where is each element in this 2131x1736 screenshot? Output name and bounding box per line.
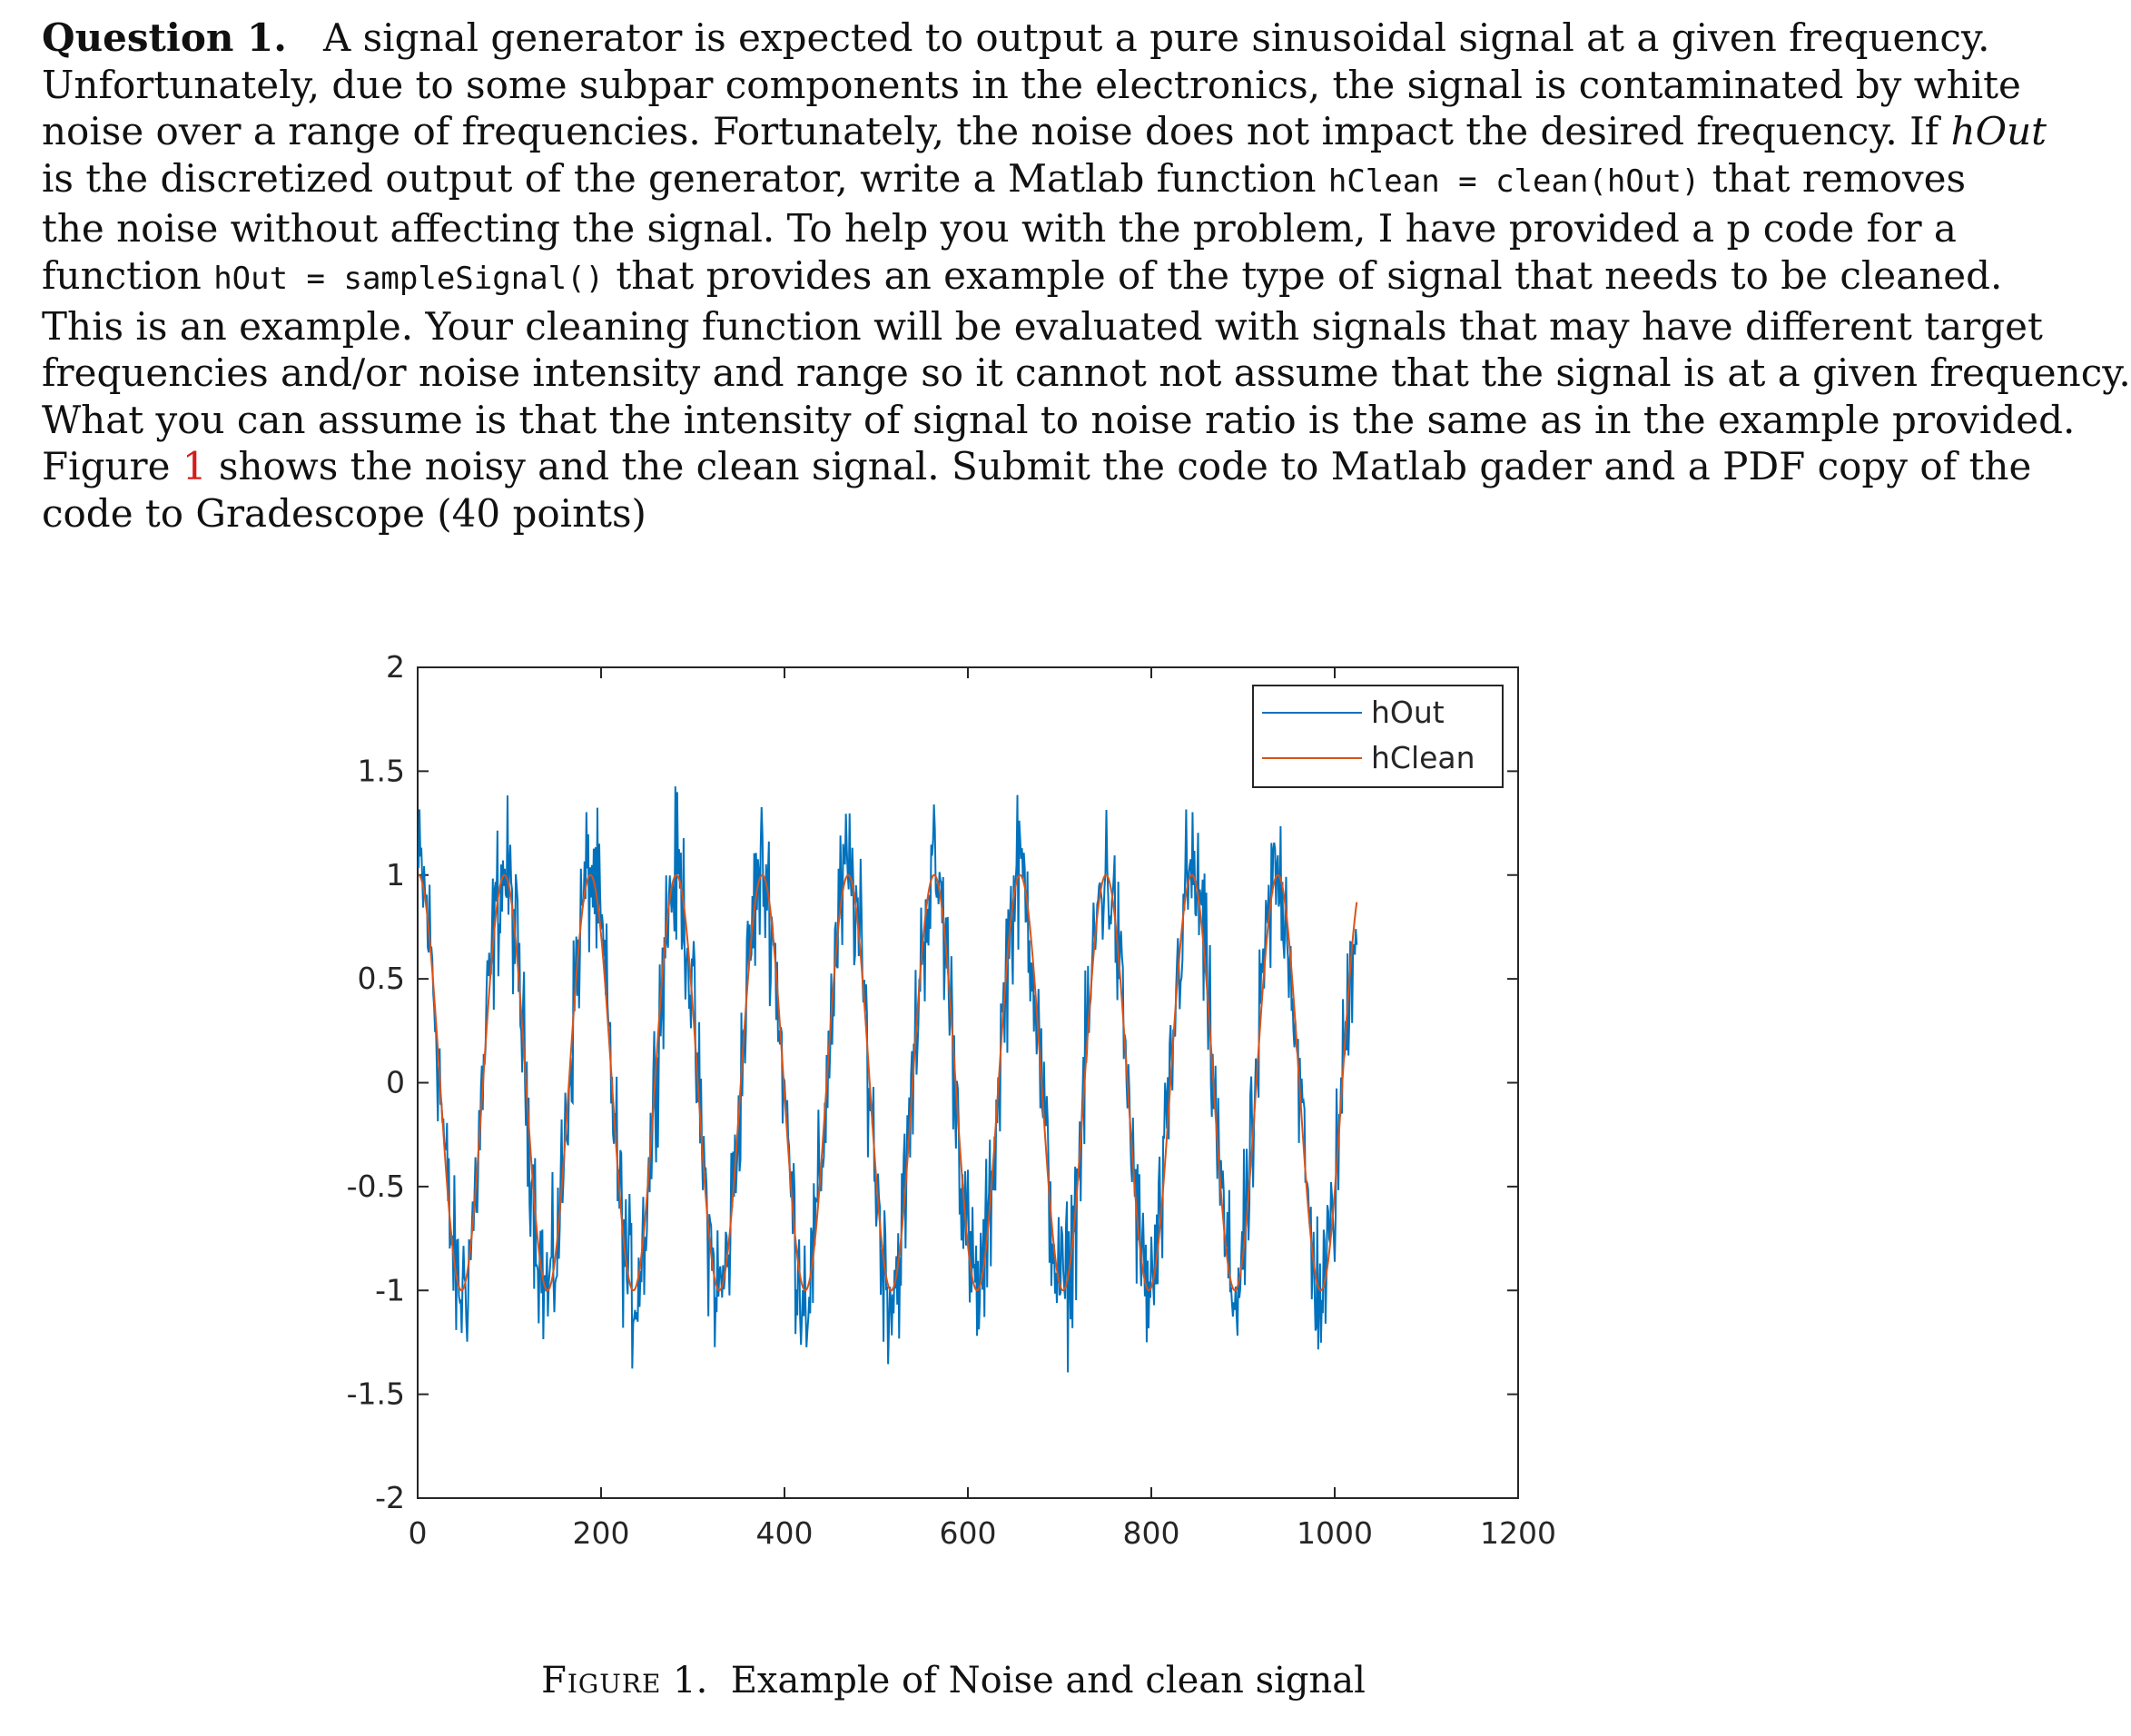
code-sample-signature: hOut = sampleSignal() [213, 260, 605, 297]
question-line-10a: Figure [42, 444, 171, 489]
series-lines [419, 786, 1357, 1372]
code-clean-signature: hClean = clean(hOut) [1327, 163, 1701, 200]
question-line-7: This is an example. Your cleaning function will be evaluated with signals that may have different target [42, 303, 2043, 349]
figure-reference-link[interactable]: 1 [182, 444, 207, 489]
question-line-3: noise over a range of frequencies. Fortunately, the noise does not impact the desired frequency. If [42, 109, 1939, 154]
legend-label-hout: hOut [1371, 695, 1445, 730]
question-line-9: What you can assume is that the intensity of signal to noise ratio is the same as in the example provided. [42, 397, 2076, 442]
x-tick-label: 200 [572, 1515, 630, 1551]
legend-label-hclean: hClean [1371, 740, 1475, 775]
y-tick-label: 0.5 [357, 961, 405, 997]
x-tick-label: 1000 [1297, 1515, 1373, 1551]
y-tick-label: -1 [375, 1272, 405, 1308]
plot-axes [418, 667, 1518, 1498]
question-text [42, 15, 2131, 538]
question-line-8: frequencies and/or noise intensity and range so it cannot not assume that the signal is at a given frequency. [42, 350, 2131, 396]
caption-number: 1. [673, 1660, 708, 1701]
y-tick-label: -0.5 [346, 1168, 405, 1204]
signal-chart [327, 645, 1598, 1607]
question-line-6b: that provides an example of the type of signal that needs to be cleaned. [616, 252, 2003, 298]
y-tick-label: 2 [386, 649, 405, 685]
question-line-11: code to Gradescope (40 points) [42, 490, 646, 536]
question-heading: Question 1. [42, 15, 287, 60]
question-line-4a: is the discretized output of the generator, write a Matlab function [42, 155, 1317, 201]
tick-marks [418, 667, 1518, 1498]
y-tick-label: -2 [375, 1480, 405, 1515]
question-line-10b: shows the noisy and the clean signal. Submit the code to Matlab gader and a PDF copy of the [218, 444, 2032, 489]
question-line-5: the noise without affecting the signal. To help you with the problem, I have provided a p code for a [42, 206, 1957, 252]
figure-caption [0, 1660, 1907, 1701]
x-tick-label: 1200 [1480, 1515, 1556, 1551]
x-tick-label: 600 [939, 1515, 997, 1551]
variable-hout: hOut [1950, 109, 2047, 154]
question-line-1: A signal generator is expected to output a pure sinusoidal signal at a given frequency. [322, 15, 1990, 60]
question-line-2: Unfortunately, due to some subpar components in the electronics, the signal is contaminated by white [42, 62, 2021, 107]
y-tick-label: 1.5 [357, 753, 405, 789]
y-tick-label: 1 [386, 856, 405, 893]
caption-text: Example of Noise and clean signal [730, 1660, 1366, 1701]
question-line-6a: function [42, 252, 202, 298]
x-tick-label: 0 [408, 1515, 428, 1551]
y-tick-label: -1.5 [346, 1376, 405, 1412]
question-line-4b: that removes [1712, 155, 1967, 201]
caption-label: Figure [541, 1660, 662, 1701]
legend [1253, 686, 1503, 787]
x-tick-label: 400 [755, 1515, 814, 1551]
y-tick-label: 0 [386, 1064, 405, 1100]
plot-frame [418, 667, 1518, 1498]
x-tick-label: 800 [1122, 1515, 1180, 1551]
